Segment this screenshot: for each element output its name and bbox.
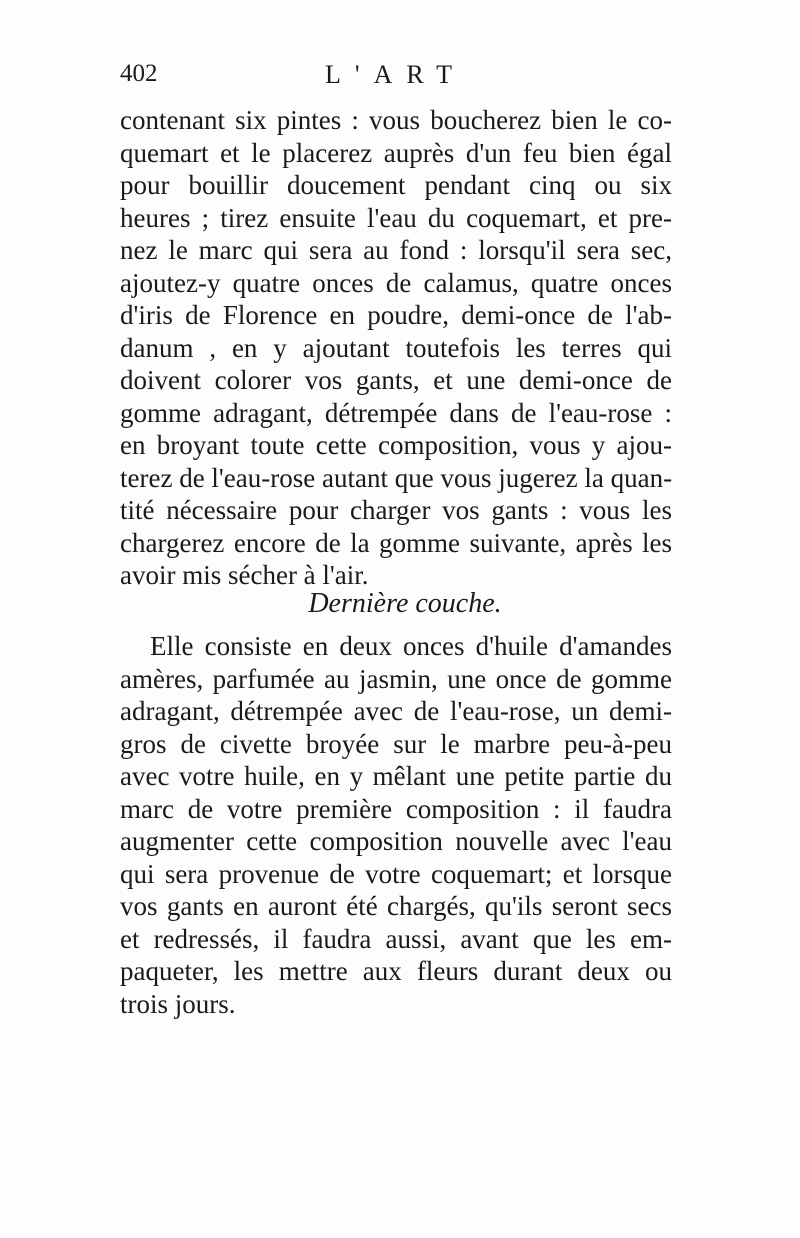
text-line: gomme adragant, détrempée dans de l'eau-rose : bbox=[120, 397, 672, 428]
text-line: avoir mis sécher à l'air. bbox=[120, 560, 369, 590]
section-heading: Dernière couche. bbox=[308, 588, 502, 619]
text-line: vos gants en auront été chargés, qu'ils seront secs bbox=[120, 891, 672, 921]
text-line: gros de civette broyée sur le marbre peu-à-peu bbox=[120, 728, 672, 759]
text-line: adragant, détrempée avec de l'eau-rose, un demi- bbox=[120, 696, 672, 726]
text-line: ajoutez-y quatre onces de calamus, quatre onces bbox=[120, 267, 672, 298]
page-number: 402 bbox=[120, 60, 158, 87]
paragraph-2 bbox=[120, 630, 672, 1020]
text-line: danum , en y ajoutant toutefois les terres qui bbox=[120, 332, 672, 363]
text-line: nez le marc qui sera au fond : lorsqu'il sera sec, bbox=[120, 235, 672, 265]
text-line: pour bouillir doucement pendant cinq ou six bbox=[120, 170, 672, 200]
text-line: en broyant toute cette composition, vous y ajou- bbox=[120, 430, 672, 460]
text-line: quemart et le placerez auprès d'un feu bien égal bbox=[120, 137, 672, 168]
text-line: paqueter, les mettre aux fleurs durant deux ou bbox=[120, 956, 672, 986]
text-line: qui sera provenue de votre coquemart; et lorsque bbox=[120, 858, 672, 889]
running-head bbox=[120, 60, 670, 96]
text-line: heures ; tirez ensuite l'eau du coquemart, et pre- bbox=[120, 202, 672, 233]
text-line: augmenter cette composition nouvelle avec l'eau bbox=[120, 826, 672, 856]
text-line: chargerez encore de la gomme suivante, après les bbox=[120, 527, 672, 558]
running-title: L'ART bbox=[325, 60, 467, 89]
text-line: terez de l'eau-rose autant que vous jugerez la quan- bbox=[120, 462, 673, 493]
text-line: et redressés, il faudra aussi, avant que les em- bbox=[120, 923, 672, 954]
text-line: tité nécessaire pour charger vos gants : vous les bbox=[120, 495, 672, 525]
text-line: amères, parfumée au jasmin, une once de gomme bbox=[120, 663, 672, 694]
text-line: d'iris de Florence en poudre, demi-once de l'ab- bbox=[120, 300, 672, 330]
text-line: marc de votre première composition : il faudra bbox=[120, 793, 672, 824]
text-line: doivent colorer vos gants, et une demi-once de bbox=[120, 365, 672, 395]
paragraph-1 bbox=[120, 104, 672, 592]
text-line: trois jours. bbox=[120, 988, 236, 1019]
text-line: Elle consiste en deux onces d'huile d'amandes bbox=[150, 631, 672, 661]
text-line: contenant six pintes : vous boucherez bien le co- bbox=[120, 105, 672, 135]
text-line: avec votre huile, en y mêlant une petite partie du bbox=[120, 761, 672, 791]
